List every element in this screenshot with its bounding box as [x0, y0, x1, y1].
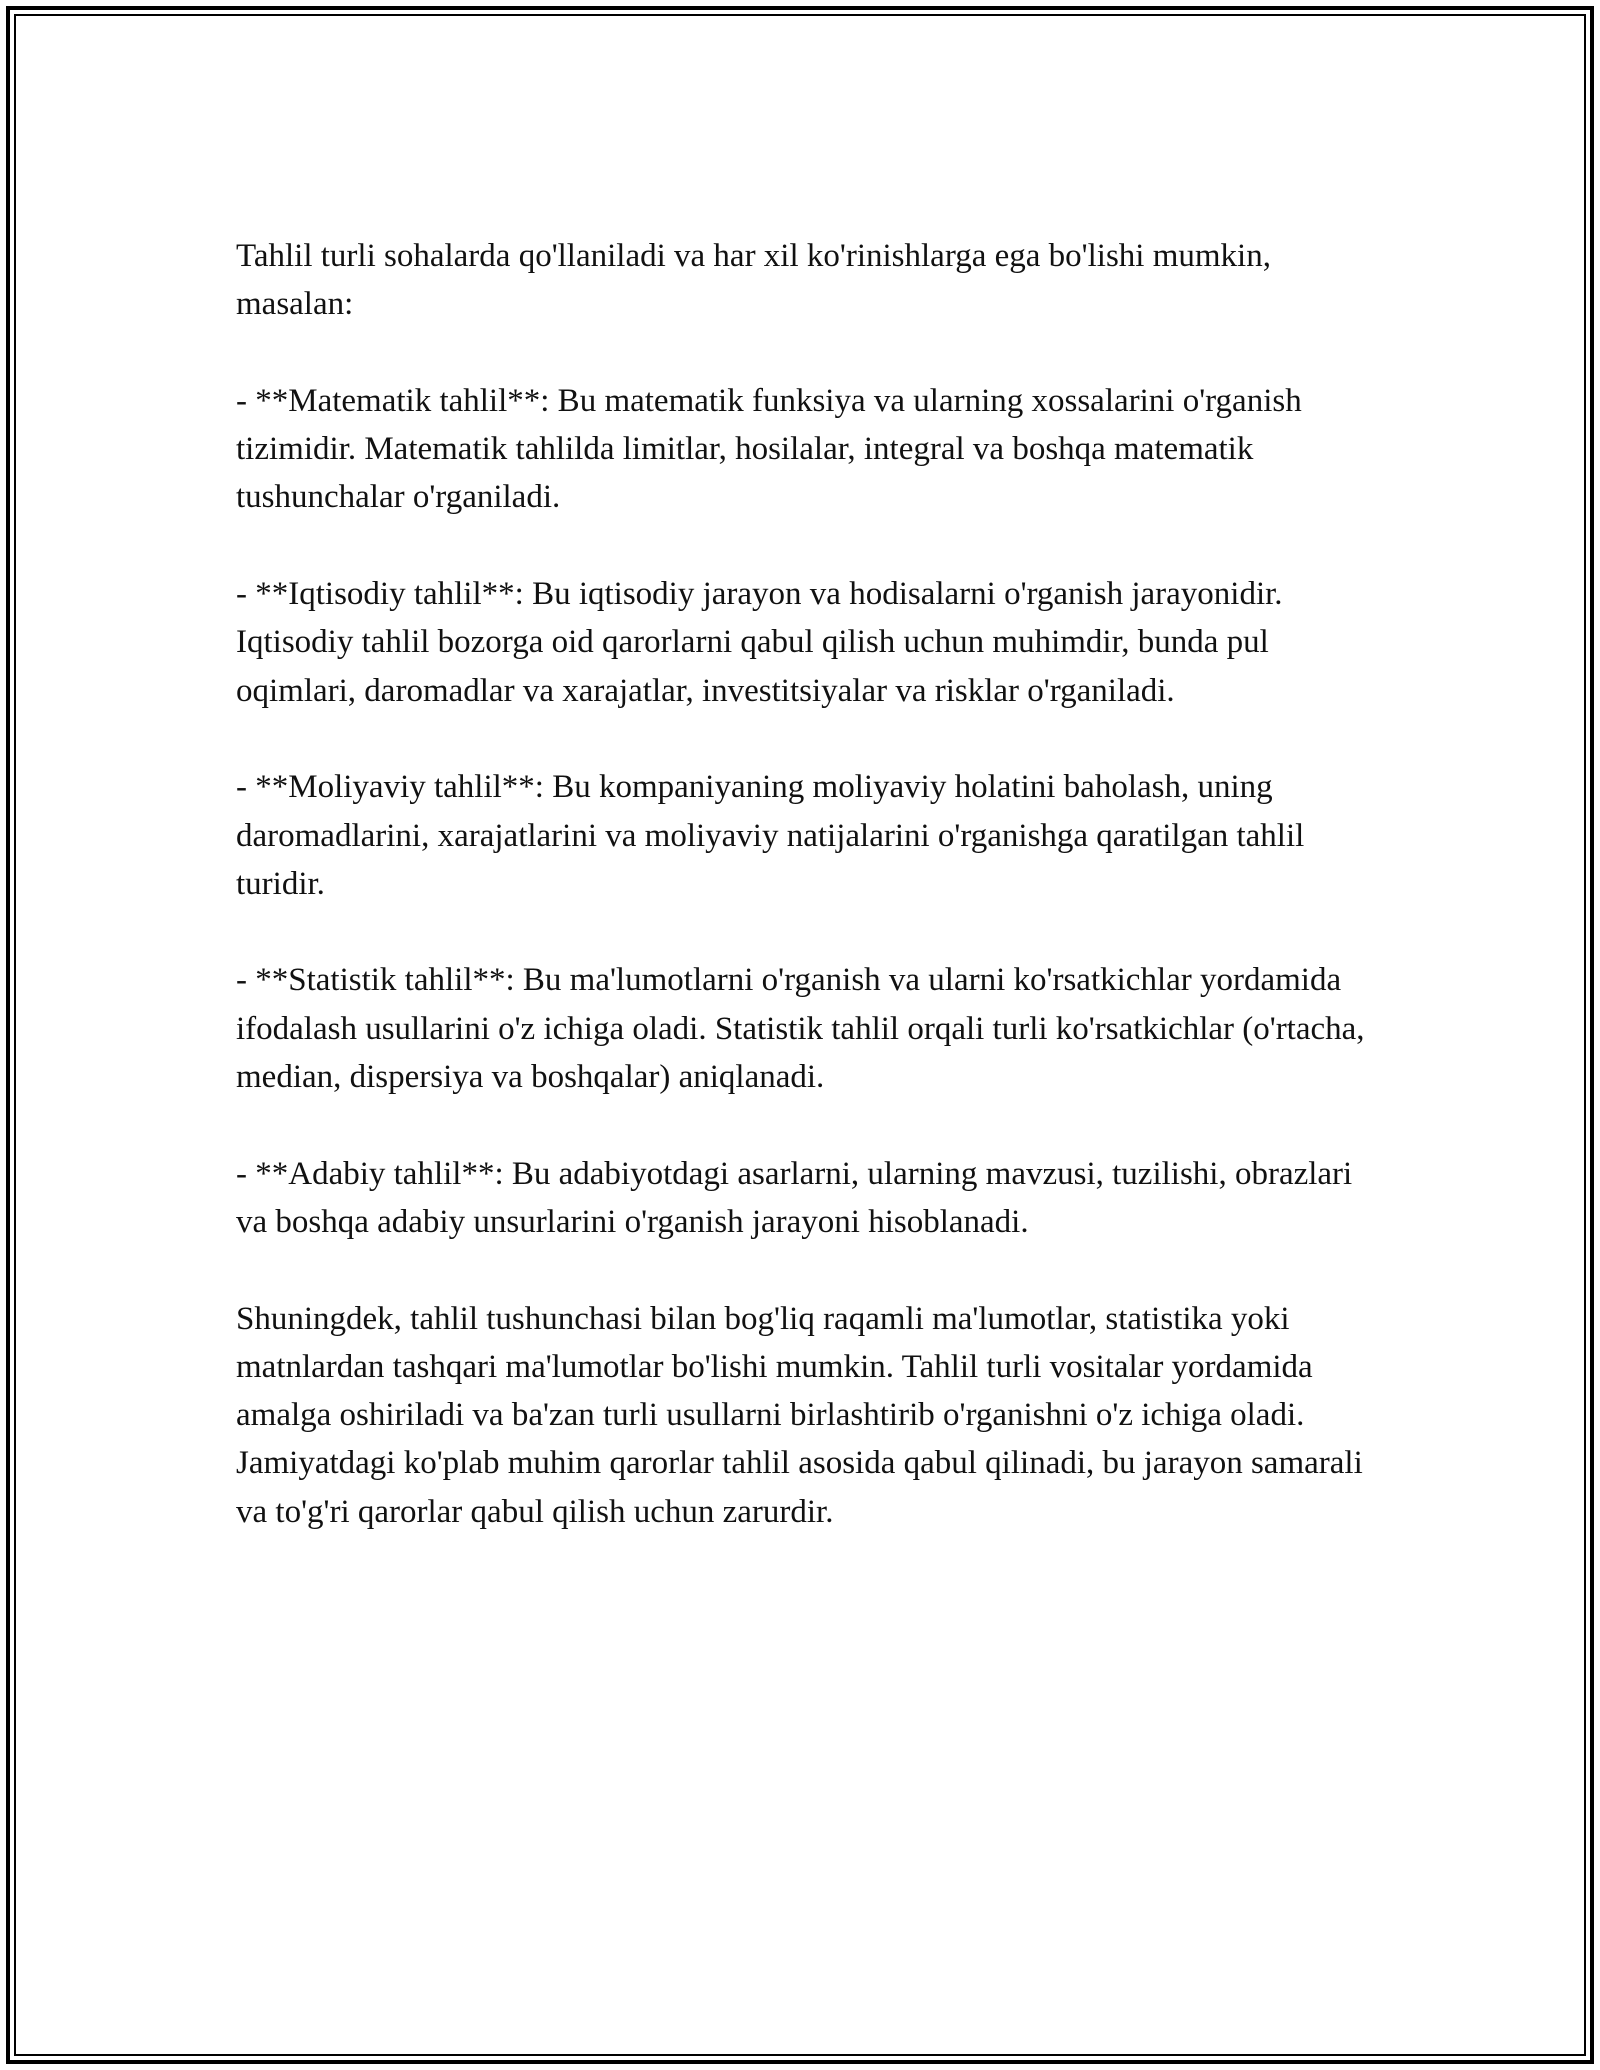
iqtisodiy-tahlil-paragraph: - **Iqtisodiy tahlil**: Bu iqtisodiy jarayon va hodisalarni o'rganish jarayonidir. Iqtisodiy tahlil bozorga oid qarorlarni qabul qilish uchun muhimdir, bunda pul oqimlari, daromadlar va xarajatlar, investitsiyalar va risklar o'rganiladi. — [236, 576, 1283, 709]
intro-paragraph: Tahlil turli sohalarda qo'llaniladi va har xil ko'rinishlarga ega bo'lishi mumkin, masalan: — [236, 238, 1271, 323]
matematik-tahlil-paragraph: - **Matematik tahlil**: Bu matematik funksiya va ularning xossalarini o'rganish tizimidir. Matematik tahlilda limitlar, hosilalar, integral va boshqa matematik tushunchalar o'rganiladi. — [236, 382, 1302, 516]
adabiy-tahlil-paragraph: - **Adabiy tahlil**: Bu adabiyotdagi asarlarni, ularning mavzusi, tuzilishi, obrazlari va boshqa adabiy unsurlarini o'rganish jarayoni hisoblanadi. — [236, 1155, 1353, 1240]
statistik-tahlil-paragraph: - **Statistik tahlil**: Bu ma'lumotlarni o'rganish va ularni ko'rsatkichlar yordamida ifodalash usullarini o'z ichiga oladi. Statistik tahlil orqali turli ko'rsatkichlar (o'rtacha, median, dispersiya va boshqalar) aniqlanadi. — [236, 962, 1365, 1096]
conclusion-paragraph: Shuningdek, tahlil tushunchasi bilan bog'liq raqamli ma'lumotlar, statistika yoki matnlardan tashqari ma'lumotlar bo'lishi mumkin. Tahlil turli vositalar yordamida amalga oshiriladi va ba'zan turli usullarni birlashtirib o'rganishni o'z ichiga oladi. Jamiyatdagi ko'plab muhim qarorlar tahlil asosida qabul qilinadi, bu jarayon samarali va to'g'ri qarorlar qabul qilish uchun zarurdir. — [236, 1300, 1363, 1530]
moliyaviy-tahlil-paragraph: - **Moliyaviy tahlil**: Bu kompaniyaning moliyaviy holatini baholash, uning daromadlarini, xarajatlarini va moliyaviy natijalarini o'rganishga qaratilgan tahlil turidir. — [236, 769, 1305, 902]
document-body — [236, 232, 1366, 1536]
